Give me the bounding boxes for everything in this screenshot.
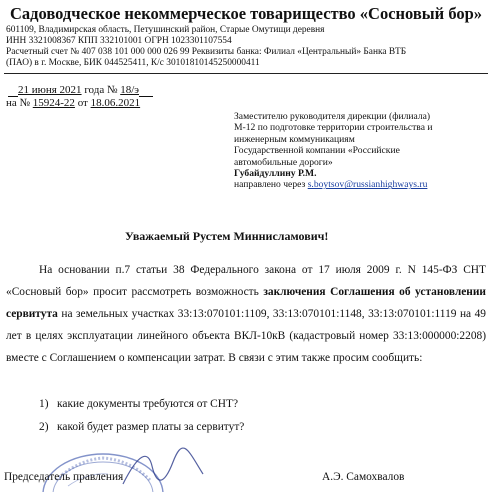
greeting: Уважаемый Рустем Миннисламович! xyxy=(125,229,329,243)
signature-scribble-icon xyxy=(118,444,208,492)
bank-details-line2: (ПАО) в г. Москве, БИК 044525411, К/с 30101810145250000411 xyxy=(6,58,260,68)
paragraph-text-end: на земельных участках 33:13:070101:1109, 33:13:070101:1148, 33:13:070101:1119 на 49 лет в целях эксплуатации линейного объекта ВКЛ-10кВ (кадастровый номер 33:13:000000:2208) вместе с Соглашением о компенсации затрат. В связи с этим также просим сообщить: xyxy=(6,308,486,364)
addressee-line: Заместителю руководителя дирекции (филиала) xyxy=(234,111,431,122)
incoming-number: 15924-22 xyxy=(32,97,75,109)
organization-address: 601109, Владимирская область, Петушинский район, Старые Омутищи деревня xyxy=(6,25,325,35)
addressee-line: инженерным коммуникациям xyxy=(234,133,355,145)
outgoing-date: 21 июня 2021 xyxy=(18,84,82,96)
list-item-number: 2) xyxy=(39,421,49,433)
bank-details-line1: Расчетный счет № 407 038 101 000 000 026 99 Реквизиты банка: Филиал «Центральный» Банка ВТБ xyxy=(6,47,407,57)
addressee-block xyxy=(234,111,432,191)
list-item xyxy=(39,421,244,433)
addressee-line: автомобильные дороги» xyxy=(234,156,333,168)
organization-name: Садоводческое некоммерческое товарищество «Сосновый бор» xyxy=(10,4,483,23)
addressee-name: Губайдуллину Р.М. xyxy=(234,168,317,180)
incoming-date: 18.06.2021 xyxy=(90,97,141,109)
organization-ids: ИНН 3321008367 КПП 332101001 ОГРН 1023301107554 xyxy=(6,36,232,46)
body-paragraph xyxy=(6,259,486,369)
incoming-reference xyxy=(6,97,140,109)
signatory-position: Председатель правления xyxy=(4,471,124,483)
paragraph-text-start: На основании п.7 статьи 38 Федерального закона от 17 июля 2009 г. N 145-ФЗ СНТ «Сосновый бор» просит рассмотреть возможность xyxy=(6,264,486,298)
number-underline-pad xyxy=(139,84,153,97)
addressee-email-link[interactable]: s.boytsov@russianhighways.ru xyxy=(307,179,428,191)
signatory-name: А.Э. Самохвалов xyxy=(322,471,405,483)
outgoing-reference xyxy=(8,84,153,97)
list-item xyxy=(39,398,238,410)
letter-body xyxy=(6,259,486,369)
from-label: от xyxy=(77,97,88,109)
paragraph-bold-phrase: заключения Соглашения об установлении сервитута xyxy=(6,286,486,320)
in-reply-prefix: на № xyxy=(6,97,31,109)
list-item-text: какой будет размер платы за сервитут? xyxy=(57,421,245,433)
addressee-line: Государственной компании «Российские xyxy=(234,145,400,157)
year-word: года xyxy=(84,84,105,96)
list-item-text: какие документы требуются от СНТ? xyxy=(57,398,238,410)
letterhead-divider xyxy=(4,73,488,74)
sent-via-line xyxy=(234,179,432,190)
sent-via-label: направлено через xyxy=(234,179,306,191)
date-underline-pad xyxy=(8,84,18,97)
addressee-line: М-12 по подготовке территории строительства и xyxy=(234,122,433,134)
number-label: № xyxy=(106,84,118,96)
outgoing-number: 18/э xyxy=(120,84,139,96)
list-item-number: 1) xyxy=(39,398,49,410)
